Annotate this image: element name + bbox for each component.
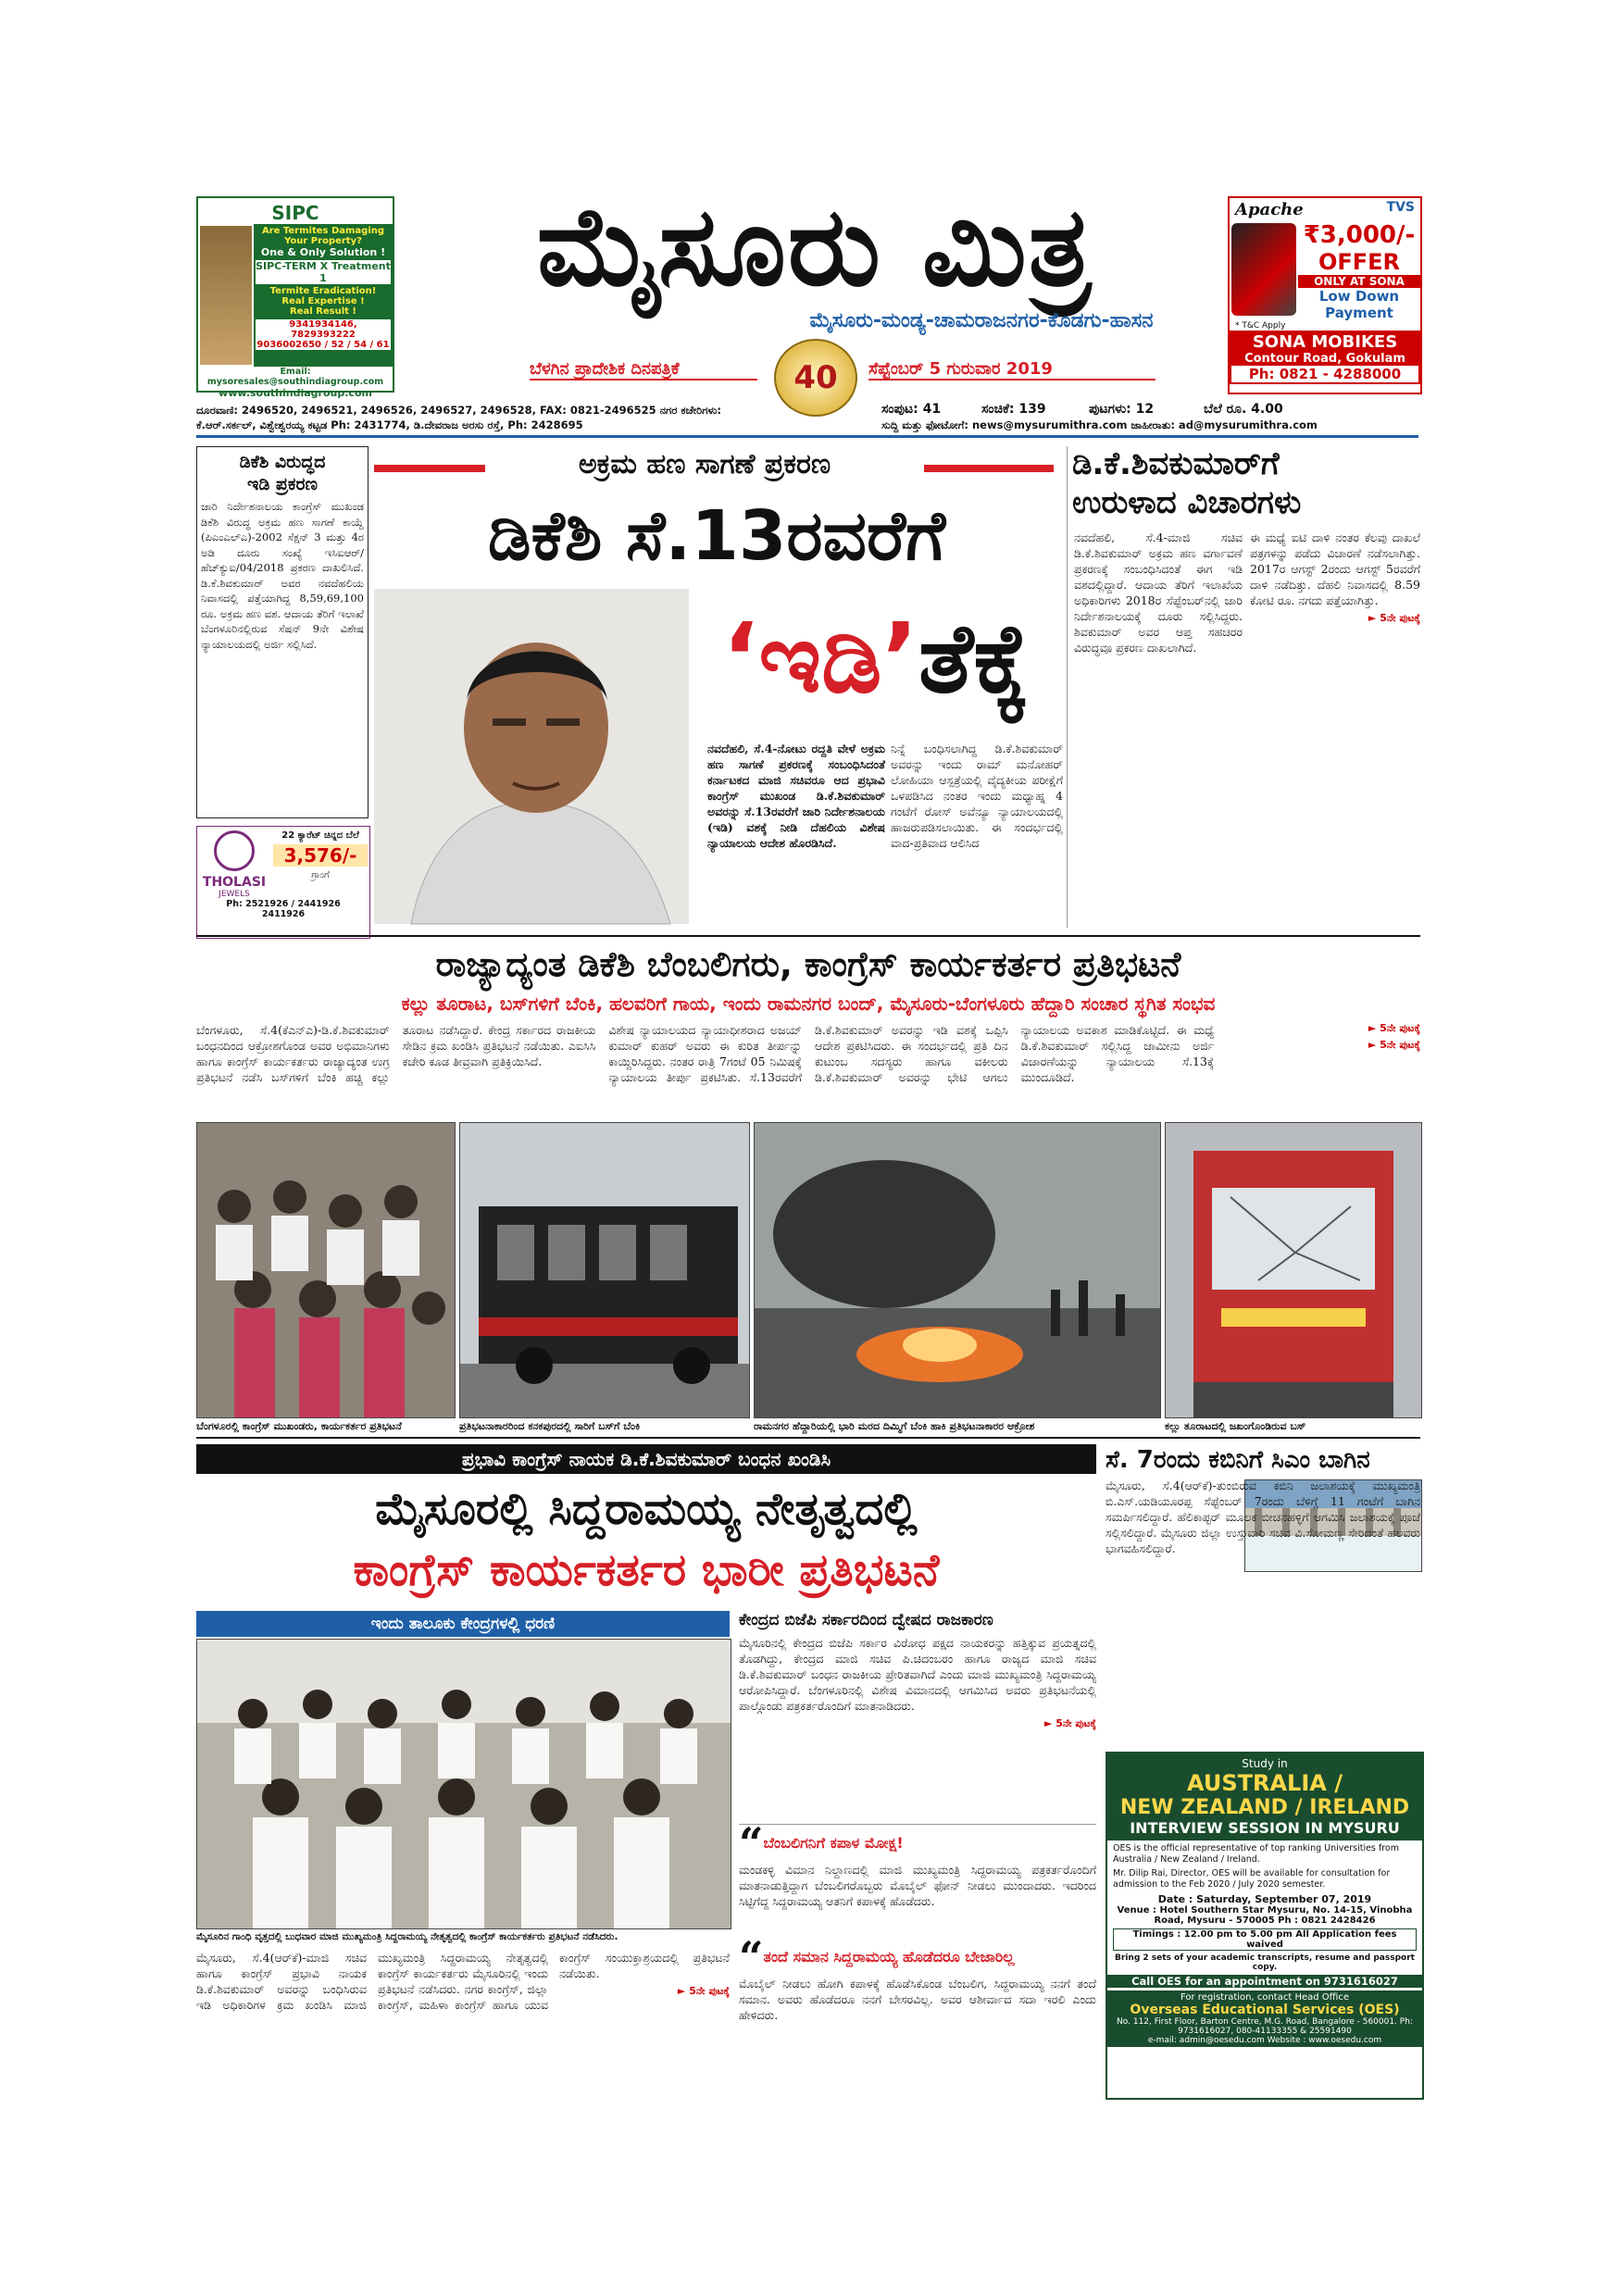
bengaluru-protest-photo [196,1122,456,1418]
oes-reg: For registration, contact Head Office [1181,1992,1349,2003]
tholasi-brand: THOLASI [202,875,267,890]
anniversary-number: 40 [793,359,838,396]
right-story-headline-2: ಉರುಳಾದ ವಿಚಾರಗಳು [1072,484,1302,521]
motorbike-image [1231,223,1296,316]
mysore-photo-caption: ಮೈಸೂರಿನ ಗಾಂಧಿ ವೃತ್ತದಲ್ಲಿ ಬುಧವಾರ ಮಾಜಿ ಮುಖ್ಯಮಂತ್ರಿ ಸಿದ್ದರಾಮಯ್ಯ ನೇತೃತ್ವದಲ್ಲಿ ಕಾಂಗ್ರೆಸ್ ಕಾರ್ಯಕರ್ತರು ಪ್ರತಿಭಟನೆ ನಡೆಸಿದರು. [196,1931,618,1942]
sipc-brand: SIPC [271,202,319,224]
lead-headline-2 [691,589,1061,728]
quote-box-1 [739,1818,1096,1936]
sipc-ad[interactable] [196,196,394,399]
tholasi-ad[interactable] [196,826,370,939]
tholasi-logo-icon [214,830,255,871]
contact-email: ಸುದ್ದಿ ಮತ್ತು ಫೋಟೋಗೆ: news@mysurumithra.com ಜಾಹೀರಾತು: ad@mysurumithra.com [881,418,1318,431]
right-story-headline-1: ಡಿ.ಕೆ.ಶಿವಕುಮಾರ್‌ಗೆ [1072,445,1280,482]
termite-image [200,226,252,365]
lead-body-2 [891,741,1063,921]
dk-shivakumar-photo [374,589,689,924]
statewide-body-text: ಬೆಂಗಳೂರು, ಸೆ.4(ಕೆಎನ್‌ಎ)-ಡಿ.ಕೆ.ಶಿವಕುಮಾರ್ ಬಂಧನದಿಂದ ಆಕ್ರೋಶಗೊಂಡ ಅವರ ಅಭಿಮಾನಿಗಳು ಹಾಗೂ ಕಾಂಗ್ರೆಸ್ ಕಾರ್ಯಕರ್ತರು ರಾಜ್ಯಾದ್ಯಂತ ಉಗ್ರ ಪ್ರತಿಭಟನೆ ನಡೆಸಿ ಬಸ್‌ಗಳಿಗೆ ಬೆಂಕಿ ಹಚ್ಚಿ ಕಲ್ಲು ತೂರಾಟ ನಡೆಸಿದ್ದಾರೆ. ಕೇಂದ್ರ ಸರ್ಕಾರದ ರಾಜಕೀಯ ಸೇಡಿನ ಕ್ರಮ ಖಂಡಿಸಿ ಪ್ರತಿಭಟನೆ ನಡೆಯಿತು. ಎಐಸಿಸಿ ಕಚೇರಿ ಕೂಡ ತೀವ್ರವಾಗಿ ಪ್ರತಿಕ್ರಿಯಿಸಿದೆ. [196,1023,596,1084]
oes-venue: Venue : Hotel Southern Star Mysuru, No. 14-15, Vinobha Road, Mysuru - 570005 Ph : 0821 2428426 [1117,1905,1413,1926]
right-story-body-1: ನವದೆಹಲಿ, ಸೆ.4-ಮಾಜಿ ಸಚಿವ ಡಿ.ಕೆ.ಶಿವಕುಮಾರ್ ಅಕ್ರಮ ಹಣ ವರ್ಗಾವಣೆ ಪ್ರಕರಣಕ್ಕೆ ಸಂಬಂಧಿಸಿದಂತೆ ಈಗ ಇಡಿ ವಶದಲ್ಲಿದ್ದಾರೆ. ಆದಾಯ ತೆರಿಗೆ ಇಲಾಖೆಯ ಅಧಿಕಾರಿಗಳು 2018ರ ಸೆಪ್ಟೆಂಬರ್‌ನಲ್ಲಿ ಜಾರಿ ನಿರ್ದೇಶನಾಲಯಕ್ಕೆ ದೂರು ಸಲ್ಲಿಸಿದ್ದರು. ಶಿವಕುಮಾರ್ ಅವರ ಆಪ್ತ ಸಹಚರರ ವಿರುದ್ಧವೂ ಪ್ರಕರಣ ದಾಖಲಾಗಿದೆ. [1074,530,1243,655]
left-brief-headline [201,451,364,495]
offer-only: ONLY AT SONA [1298,275,1420,288]
mysore-kicker: ಪ್ರಭಾವಿ ಕಾಂಗ್ರೆಸ್ ನಾಯಕ ಡಿ.ಕೆ.ಶಿವಕುಮಾರ್ ಬಂಧನ ಖಂಡಿಸಿ [196,1444,1096,1474]
left-brief [196,446,369,818]
oes-web: e-mail: admin@oesedu.com Website : www.oesedu.com [1147,2036,1382,2045]
masthead-tagline: ಮೈಸೂರು-ಮಂಡ್ಯ-ಚಾಮರಾಜನಗರ-ಕೊಡಗು-ಹಾಸನ [809,309,1154,332]
address-line: ಕೆ.ಆರ್.ಸರ್ಕಲ್, ವಿಶ್ವೇಶ್ವರಯ್ಯ ಕಟ್ಟಡ Ph: 2431774, ಡಿ.ದೇವರಾಜ ಅರಸು ರಸ್ತೆ, Ph: 2428695 [196,418,583,431]
oes-bring: Bring 2 sets of your academic transcripts, resume and passport copy. [1115,1953,1415,1972]
oes-address: No. 112, First Floor, Barton Centre, M.G. Road, Bangalore - 560001. Ph: 9731616027, 080-41133355 & 25591490 [1117,2017,1413,2036]
lead-headline-2b: ತೆಕ್ಕೆ [918,602,1031,715]
damaged-bus-photo [1165,1122,1422,1418]
sipc-web: www.southindiagroup.com [219,387,372,399]
right-story-body-2: ಈ ಮಧ್ಯೆ ಐಟಿ ದಾಳಿ ನಂತರ ಕೆಲವು ದಾಖಲೆ ಪತ್ರಗಳನ್ನು ಪಡೆದು ವಿಚಾರಣೆ ನಡೆಸಲಾಗಿತ್ತು. 2017ರ ಆಗಸ್ಟ್ 2ರಂದು ಆಗಸ್ಟ್ 5ರವರೆಗೆ ದಾಳಿ ನಡೆದಿತ್ತು. ದೆಹಲಿ ನಿವಾಸದಲ್ಲಿ 8.59 ಕೋಟಿ ರೂ. ನಗದು ಪತ್ತೆಯಾಗಿತ್ತು. [1250,530,1420,607]
photos-bottom-rule [196,1437,1420,1439]
photo-caption-4: ಕಲ್ಲು ತೂರಾಟದಲ್ಲಿ ಜಖಂಗೊಂಡಿರುವ ಬಸ್ [1165,1420,1306,1432]
oes-country-2: NEW ZEALAND / IRELAND [1119,1796,1410,1819]
right-story-byline: ► 5ನೇ ಪುಟಕ್ಕೆ [1368,612,1420,624]
statewide-top-rule [196,935,1420,937]
tholasi-phone: Ph: 2521926 / 2441926 [226,899,341,909]
mysore-byline: ► 5ನೇ ಪುಟಕ್ಕೆ [677,1985,730,1997]
masthead-date: ಸೆಪ್ಟೆಂಬರ್ 5 ಗುರುವಾರ 2019 [868,359,1156,381]
oes-org: Overseas Educational Services (OES) [1130,2003,1400,2017]
oes-study: Study in [1242,1757,1288,1770]
tholasi-phone-2: 2411926 [261,909,306,919]
sipc-phones2: 9036002650 / 52 / 54 / 61 [256,340,390,350]
lead-body-1-text: ನವದೆಹಲಿ, ಸೆ.4-ನೋಟು ರದ್ದತಿ ವೇಳೆ ಅಕ್ರಮ ಹಣ ಸಾಗಣೆ ಪ್ರಕರಣಕ್ಕೆ ಸಂಬಂಧಿಸಿದಂತೆ ಕರ್ನಾಟಕದ ಮಾಜಿ ಸಚಿವರೂ ಆದ ಪ್ರಭಾವಿ ಕಾಂಗ್ರೆಸ್ ಮುಖಂಡ ಡಿ.ಕೆ.ಶಿವಕುಮಾರ್ ಅವರನ್ನು ಸೆ.13ರವರೆಗೆ ಜಾರಿ ನಿರ್ದೇಶನಾಲಯ (ಇಡಿ) ವಶಕ್ಕೆ ನೀಡಿ ದೆಹಲಿಯ ವಿಶೇಷ ನ್ಯಾಯಾಲಯ ಆದೇಶ ಹೊರಡಿಸಿದೆ. [707,742,885,850]
tholasi-sub: JEWELS [219,890,250,899]
oes-country-1: AUSTRALIA / [1187,1770,1343,1796]
dealer-phone: Ph: 0821 - 4288000 [1231,366,1418,382]
tholasi-unit: ಗ್ರಾಂಗೆ [311,870,330,880]
oes-date: Date : Saturday, September 07, 2019 [1157,1893,1372,1905]
oes-call: Call OES for an appointment on 9731616027 [1107,1975,1422,1988]
statewide-subhead: ಕಲ್ಲು ತೂರಾಟ, ಬಸ್‌ಗಳಿಗೆ ಬೆಂಕಿ, ಹಲವರಿಗೆ ಗಾಯ, ಇಂದು ರಾಮನಗರ ಬಂದ್, ಮೈಸೂರು-ಬೆಂಗಳೂರು ಹೆದ್ದಾರಿ ಸಂಚಾರ ಸ್ಥಗಿತ ಸಂಭವ [401,992,1216,1015]
tc-apply: * T&C Apply [1235,321,1286,331]
mysore-body-text: ಮೈಸೂರು, ಸೆ.4(ಆರ್‌ಕೆ)-ಮಾಜಿ ಸಚಿವ ಹಾಗೂ ಕಾಂಗ್ರೆಸ್ ಪ್ರಭಾವಿ ನಾಯಕ ಡಿ.ಕೆ.ಶಿವಕುಮಾರ್ ಅವರನ್ನು ಬಂಧಿಸಿರುವ ಇಡಿ ಅಧಿಕಾರಿಗಳ ಕ್ರಮ ಖಂಡಿಸಿ ಮಾಜಿ ಮುಖ್ಯಮಂತ್ರಿ ಸಿದ್ದರಾಮಯ್ಯ ನೇತೃತ್ವದಲ್ಲಿ ಕಾಂಗ್ರೆಸ್ ಕಾರ್ಯಕರ್ತರು ಮೈಸೂರಿನಲ್ಲಿ ಇಂದು ಪ್ರತಿಭಟನೆ ನಡೆಸಿದರು. ನಗರ ಕಾಂಗ್ರೆಸ್, ಜಿಲ್ಲಾ ಕಾಂಗ್ರೆಸ್, ಮಹಿಳಾ ಕಾಂಗ್ರೆಸ್ ಹಾಗೂ ಯುವ ಕಾಂಗ್ರೆಸ್ ಸಂಯುಕ್ತಾಶ್ರಯದಲ್ಲಿ ಪ್ರತಿಭಟನೆ ನಡೆಯಿತು. [196,1951,730,2012]
quote-2-title: ತಂದೆ ಸಮಾನ ಸಿದ್ದರಾಮಯ್ಯ ಹೊಡೆದರೂ ಬೇಜಾರಿಲ್ಲ [763,1948,1015,1965]
tholasi-rate: 3,576/- [273,844,368,867]
statewide-byline: ► 5ನೇ ಪುಟಕ್ಕೆ [1368,1039,1420,1051]
left-brief-headline-2: ಇಡಿ ಪ್ರಕರಣ [246,474,319,494]
quote-1-body: ಮಂಡಕಳ್ಳಿ ವಿಮಾನ ನಿಲ್ದಾಣದಲ್ಲಿ ಮಾಜಿ ಮುಖ್ಯಮಂತ್ರಿ ಸಿದ್ದರಾಮಯ್ಯ ಪತ್ರಕರ್ತರೊಂದಿಗೆ ಮಾತನಾಡುತ್ತಿದ್ದಾಗ ಬೆಂಬಲಿಗರೊಬ್ಬರು ಮೊಬೈಲ್ ಫೋನ್ ನೀಡಲು ಮುಂದಾದರು. ಇದರಿಂದ ಸಿಟ್ಟಿಗೆದ್ದ ಸಿದ್ದರಾಮಯ್ಯ ಆತನಿಗೆ ಕಪಾಳಕ್ಕೆ ಹೊಡೆದರು. [739,1863,1096,1908]
mysore-photo-tag: ಇಂದು ತಾಲೂಕು ಕೇಂದ್ರಗಳಲ್ಲಿ ಧರಣಿ [196,1611,730,1637]
right-story-headline [1072,444,1420,522]
left-brief-body: ಜಾರಿ ನಿರ್ದೇಶನಾಲಯ ಕಾಂಗ್ರೆಸ್ ಮುಖಂಡ ಡಿಕೆಶಿ ವಿರುದ್ಧ ಅಕ್ರಮ ಹಣ ಸಾಗಣೆ ಕಾಯ್ದೆ (ಪಿಎಂಎಲ್ಎ)-2002 ಸೆಕ್ಷನ್ 3 ಮತ್ತು 4ರ ಅಡಿ ದೂರು ಸಂಖ್ಯೆ ಇಸಿಐಆರ್/ಹೆಚ್‌ಕ್ಯುಐ/04/2018 ಪ್ರಕರಣ ದಾಖಲಿಸಿದೆ. ಡಿ.ಕೆ.ಶಿವಕುಮಾರ್ ಅವರ ನವದೆಹಲಿಯ ನಿವಾಸದಲ್ಲಿ ಪತ್ತೆಯಾಗಿದ್ದ 8,59,69,100 ರೂ. ಅಕ್ರಮ ಹಣ ವಶ. ಆದಾಯ ತೆರಿಗೆ ಇಲಾಖೆ ಬೆಂಗಳೂರಿನಲ್ಲಿರುವ ಸೆಷನ್ 9ನೇ ವಿಶೇಷ ನ್ಯಾಯಾಲಯದಲ್ಲಿ ಅರ್ಜಿ ಸಲ್ಲಿಸಿದೆ. [201,500,364,651]
sipc-phones: 9341934146, 7829393222 [256,319,391,340]
phone-line: ದೂರವಾಣಿ: 2496520, 2496521, 2496526, 2496527, 2496528, FAX: 0821-2496525 ನಗರ ಕಚೇರಿಗಳು: [196,404,721,417]
quote-1-title: ಬೆಂಬಲಿಗನಿಗೆ ಕಪಾಳ ಮೋಕ್ಷ! [763,1834,904,1852]
apache-brand: Apache [1235,200,1304,219]
lead-body-3-text: ವಿಶೇಷ ನ್ಯಾಯಾಲಯದ ನ್ಯಾಯಾಧೀಶರಾದ ಅಜಯ್ ಕುಮಾರ್ ಕುಹರ್ ಅವರು ಈ ಕುರಿತ ತೀರ್ಪನ್ನು ಕಾಯ್ದಿರಿಸಿದ್ದರು. ನಂತರ ರಾತ್ರಿ 7ಗಂಟೆ 05 ನಿಮಿಷಕ್ಕೆ ನ್ಯಾಯಾಲಯ ತೀರ್ಪು ಪ್ರಕಟಿಸಿತು. ಸೆ.13ರವರೆಗೆ ಡಿ.ಕೆ.ಶಿವಕುಮಾರ್ ಅವರನ್ನು ಇಡಿ ವಶಕ್ಕೆ ಒಪ್ಪಿಸಿ ಆದೇಶ ಪ್ರಕಟಿಸಿದರು. ಈ ಸಂದರ್ಭದಲ್ಲಿ ಪ್ರತಿ ದಿನ ಕುಟುಂಬ ಸದಸ್ಯರು ಹಾಗೂ ವಕೀಲರು ಡಿ.ಕೆ.ಶಿವಕುಮಾರ್ ಅವರನ್ನು ಭೇಟಿ ಆಗಲು ನ್ಯಾಯಾಲಯ ಅವಕಾಶ ಮಾಡಿಕೊಟ್ಟಿದೆ. ಈ ಮಧ್ಯೆ ಡಿ.ಕೆ.ಶಿವಕುಮಾರ್ ಸಲ್ಲಿಸಿದ್ದ ಜಾಮೀನು ಅರ್ಜಿ ವಿಚಾರಣೆಯನ್ನು ನ್ಯಾಯಾಲಯ ಸೆ.13ಕ್ಕೆ ಮುಂದೂಡಿದೆ. [608,1023,1215,1084]
quote-box-2 [739,1932,1096,2092]
quote-mark-icon-2: “ [739,1932,764,1982]
sipc-line1: One & Only Solution ! [260,246,386,258]
kicker-line-left [374,465,485,472]
lead-divider [1067,446,1068,928]
tvs-brand: TVS [1386,200,1415,215]
sipc-line4: Real Expertise ! [281,296,365,306]
centre-headline: ಕೇಂದ್ರದ ಬಿಜೆಪಿ ಸರ್ಕಾರದಿಂದ ದ್ವೇಷದ ರಾಜಕಾರಣ [739,1611,993,1629]
sipc-line2: SIPC-TERM X Treatment 1 [256,260,391,284]
lead-body-1 [707,741,885,921]
centre-body-text: ಮೈಸೂರಿನಲ್ಲಿ ಕೇಂದ್ರದ ಬಿಜೆಪಿ ಸರ್ಕಾರ ವಿರೋಧ ಪಕ್ಷದ ನಾಯಕರನ್ನು ಹತ್ತಿಕ್ಕುವ ಪ್ರಯತ್ನದಲ್ಲಿ ತೊಡಗಿದ್ದು, ಕೇಂದ್ರದ ಮಾಜಿ ಸಚಿವ ಪಿ.ಚಿದಂಬರಂ ಹಾಗೂ ರಾಜ್ಯದ ಮಾಜಿ ಸಚಿವ ಡಿ.ಕೆ.ಶಿವಕುಮಾರ್ ಬಂಧನ ರಾಜಕೀಯ ಪ್ರೇರಿತವಾಗಿದೆ ಎಂದು ಮಾಜಿ ಮುಖ್ಯಮಂತ್ರಿ ಸಿದ್ದರಾಮಯ್ಯ ಆರೋಪಿಸಿದ್ದಾರೆ. ಬೆಂಗಳೂರಿನಲ್ಲಿ ವಿಶೇಷ ವಿಮಾನದಲ್ಲಿ ಆಗಮಿಸಿದ ಅವರು ಪ್ರತಿಭಟನೆಯಲ್ಲಿ ಪಾಲ್ಗೊಂಡು ಪತ್ರಕರ್ತರೊಂದಿಗೆ ಮಾತನಾಡಿದರು. [739,1636,1096,1713]
mysore-body [196,1950,730,2089]
highway-fire-photo [754,1122,1161,1418]
dealer-address: Contour Road, Gokulam [1244,352,1405,366]
statewide-body [196,1022,1420,1118]
sipc-line3: Termite Eradication! [269,286,377,296]
mysore-protest-photo [196,1639,731,1929]
centre-byline: ► 5ನೇ ಪುಟಕ್ಕೆ [1043,1717,1096,1729]
statewide-headline: ರಾಜ್ಯಾದ್ಯಂತ ಡಿಕೆಶಿ ಬೆಂಬಲಿಗರು, ಕಾಂಗ್ರೆಸ್ ಕಾರ್ಯಕರ್ತರ ಪ್ರತಿಭಟನೆ [435,944,1181,984]
photo-caption-3: ರಾಮನಗರ ಹೆದ್ದಾರಿಯಲ್ಲಿ ಭಾರಿ ಮರದ ದಿಮ್ಮಿಗೆ ಬೆಂಕಿ ಹಾಕಿ ಪ್ರತಿಭಟನಾಕಾರರ ಆಕ್ರೋಶ [754,1420,1035,1432]
sipc-question: Are Termites Damaging Your Property? [261,226,385,246]
page-count: ಪುಟಗಳು: 12 [1089,402,1155,417]
photo-caption-2: ಪ್ರತಿಭಟನಾಕಾರರಿಂದ ಕನಕಪುರದಲ್ಲಿ ಸಾರಿಗೆ ಬಸ್‌ಗೆ ಬೆಂಕಿ [459,1420,641,1432]
oes-para-2: Mr. Dilip Rai, Director, OES will be available for consultation for admission to the Feb 2020 / July 2020 semester. [1113,1868,1391,1890]
centre-body [739,1635,1096,1820]
dealer-name: SONA MOBIKES [1252,332,1398,352]
photo-caption-1: ಬೆಂಗಳೂರಲ್ಲಿ ಕಾಂಗ್ರೆಸ್ ಮುಖಂಡರು, ಕಾರ್ಯಕರ್ತರ ಪ್ರತಿಭಟನೆ [196,1420,402,1432]
dam-body [1106,1478,1420,1746]
price: ಬೆಲೆ ರೂ. 4.00 [1204,402,1283,417]
oes-ad[interactable] [1106,1752,1424,2100]
offer-amount: ₹3,000/- [1303,221,1416,249]
oes-session: INTERVIEW SESSION IN MYSURU [1130,1819,1400,1837]
lead-body-2-text: ನಿನ್ನೆ ಬಂಧಿಸಲಾಗಿದ್ದ ಡಿ.ಕೆ.ಶಿವಕುಮಾರ್ ಅವರನ್ನು ಇಂದು ರಾಮ್ ಮನೋಹರ್ ಲೋಹಿಯಾ ಆಸ್ಪತ್ರೆಯಲ್ಲಿ ವೈದ್ಯಕೀಯ ಪರೀಕ್ಷೆಗೆ ಒಳಪಡಿಸಿದ ನಂತರ ಇಂದು ಮಧ್ಯಾಹ್ನ 4 ಗಂಟೆಗೆ ರೋಸ್ ಅವೆನ್ಯೂ ನ್ಯಾಯಾಲಯದಲ್ಲಿ ಹಾಜರುಪಡಿಸಲಾಯಿತು. ಈ ಸಂದರ್ಭದಲ್ಲಿ ವಾದ-ಪ್ರತಿವಾದ ಆಲಿಸಿದ [891,742,1063,850]
offer-label: OFFER [1318,249,1401,275]
masthead-rule [196,435,1418,438]
dam-body-text: ಮೈಸೂರು, ಸೆ.4(ಆರ್‌ಕೆ)-ತುಂಬಿರುವ ಕಬಿನಿ ಜಲಾಶಯಕ್ಕೆ ಮುಖ್ಯಮಂತ್ರಿ ಬಿ.ಎಸ್.ಯಡಿಯೂರಪ್ಪ ಸೆಪ್ಟೆಂಬರ್ 7ರಂದು ಬೆಳಿಗ್ಗೆ 11 ಗಂಟೆಗೆ ಬಾಗಿನ ಸಮರ್ಪಿಸಲಿದ್ದಾರೆ. ಹೆಲಿಕಾಪ್ಟರ್ ಮೂಲಕ ಬೀಚನಹಳ್ಳಿಗೆ ಆಗಮಿಸಿ ಜಲಾಶಯಕ್ಕೆ ಪೂಜೆ ಸಲ್ಲಿಸಲಿದ್ದಾರೆ. ಮೈಸೂರು ಜಿಲ್ಲಾ ಉಸ್ತುವಾರಿ ಸಚಿವ ವಿ.ಸೋಮಣ್ಣ ಸೇರಿದಂತೆ ಹಲವರು ಭಾಗವಹಿಸಲಿದ್ದಾರೆ. [1106,1479,1420,1555]
right-story-col-2 [1250,530,1420,928]
low-down-2: Payment [1325,305,1393,321]
left-brief-headline-1: ಡಿಕೆಶಿ ವಿರುದ್ಧದ [239,452,326,472]
oes-timings: Timings : 12.00 pm to 5.00 pm All Application fees waived [1113,1928,1417,1951]
apache-ad[interactable] [1228,196,1422,394]
lead-byline: ► 5ನೇ ಪುಟಕ್ಕೆ [1368,1022,1420,1034]
quote-2-body: ಮೊಬೈಲ್ ನೀಡಲು ಹೋಗಿ ಕಪಾಳಕ್ಕೆ ಹೊಡೆಸಿಕೊಂಡ ಬೆಂಬಲಿಗ, ಸಿದ್ದರಾಮಯ್ಯ ನನಗೆ ತಂದೆ ಸಮಾನ. ಅವರು ಹೊಡೆದರೂ ನನಗೆ ಬೇಸರವಿಲ್ಲ. ಅವರ ಆಶೀರ್ವಾದ ಸದಾ ಇರಲಿ ಎಂದು ಹೇಳಿದರು. [739,1977,1096,2022]
lead-headline-1: ಡಿಕೆಶಿ ಸೆ.13ರವರೆಗೆ [487,496,946,576]
issue: ಸಂಚಿಕೆ: 139 [981,402,1046,417]
tholasi-carat: 22 ಕ್ಯಾರೆಟ್ ಚಿನ್ನದ ಬೆಲೆ [281,830,359,841]
mysore-headline-2: ಕಾಂಗ್ರೆಸ್ ಕಾರ್ಯಕರ್ತರ ಭಾರೀ ಪ್ರತಿಭಟನೆ [353,1544,940,1596]
sipc-email: Email: mysoresales@southindiagroup.com [206,367,384,387]
kicker-line-right [924,465,1054,472]
lead-headline-2a: ‘ಇಡಿ’ [721,602,918,715]
burnt-bus-photo [459,1122,750,1418]
lead-kicker: ಅಕ್ರಮ ಹಣ ಸಾಗಣೆ ಪ್ರಕರಣ [578,448,831,480]
masthead-title: ಮೈಸೂರು ಮಿತ್ರ [536,182,1093,310]
dam-headline: ಸೆ. 7ರಂದು ಕಬಿನಿಗೆ ಸಿಎಂ ಬಾಗಿನ [1106,1446,1370,1474]
mysore-headline-1: ಮೈಸೂರಲ್ಲಿ ಸಿದ್ದರಾಮಯ್ಯ ನೇತೃತ್ವದಲ್ಲಿ [375,1483,918,1535]
right-story-col-1 [1074,530,1243,928]
volume: ಸಂಪುಟ: 41 [881,402,942,417]
quote-mark-icon: “ [739,1818,764,1868]
oes-para-1: OES is the official representative of top ranking Universities from Australia / New Zealand / Ireland. [1113,1843,1400,1865]
masthead-subtitle: ಬೆಳಗಿನ ಪ್ರಾದೇಶಿಕ ದಿನಪತ್ರಿಕೆ [530,359,757,381]
low-down-1: Low Down [1318,288,1400,305]
sipc-line5: Real Result ! [290,306,356,317]
